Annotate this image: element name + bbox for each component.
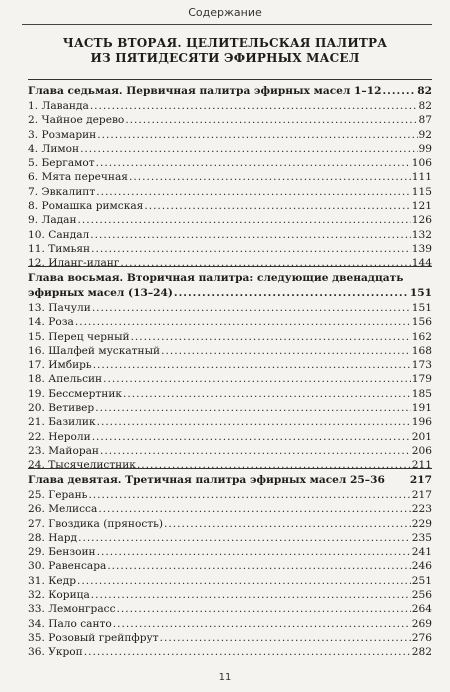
entry-title: 11. Тимьян <box>28 242 91 255</box>
entry-page: 246 <box>411 560 432 573</box>
entry-page: 162 <box>411 330 432 343</box>
toc-entry[interactable] <box>28 559 432 573</box>
entry-title: 35. Розовый грейпфрут <box>28 631 159 644</box>
chapter-heading[interactable] <box>28 473 432 488</box>
entry-title: 1. Лаванда <box>28 100 89 112</box>
leader-dots <box>91 242 411 256</box>
toc-entry[interactable] <box>28 301 432 315</box>
toc-entry[interactable] <box>28 415 432 429</box>
toc-entry[interactable] <box>28 574 432 588</box>
entry-title: 5. Бергамот <box>28 157 95 170</box>
leader-dots <box>95 401 411 415</box>
entry-title: 3. Розмарин <box>28 128 97 141</box>
entry-title: 18. Апельсин <box>28 373 103 386</box>
entry-title: 15. Перец черный <box>28 330 130 343</box>
chapter-rule <box>28 79 432 80</box>
chapter-page: 151 <box>409 287 432 299</box>
entry-page: 185 <box>411 387 432 400</box>
leader-dots <box>97 415 411 429</box>
entry-title: 23. Майоран <box>28 444 99 457</box>
chapter-page: 217 <box>409 474 432 486</box>
toc-entry[interactable] <box>28 344 432 358</box>
toc-entry[interactable] <box>28 99 432 113</box>
leader-dots <box>78 213 411 227</box>
entry-title: 9. Ладан <box>28 214 77 227</box>
leader-dots <box>91 588 411 602</box>
entry-page: 251 <box>411 574 432 587</box>
entry-title: 36. Укроп <box>28 646 83 659</box>
leader-dots <box>84 645 411 659</box>
entry-title: 14. Роза <box>28 316 74 329</box>
entry-title: 28. Нард <box>28 531 78 544</box>
toc-entry[interactable] <box>28 185 432 199</box>
leader-dots <box>92 301 411 315</box>
entry-page: 121 <box>411 200 432 213</box>
entry-title: 25. Герань <box>28 489 88 501</box>
toc-entry[interactable] <box>28 156 432 170</box>
entry-page: 151 <box>411 302 432 314</box>
entry-page: 256 <box>411 589 432 602</box>
entry-list <box>28 301 432 473</box>
entry-page: 115 <box>411 185 432 198</box>
toc-entry[interactable] <box>28 401 432 415</box>
toc-entry[interactable] <box>28 531 432 545</box>
entry-page: 144 <box>411 257 432 270</box>
entry-page: 264 <box>411 603 432 616</box>
running-head: Содержание <box>188 6 262 19</box>
entry-title: 20. Ветивер <box>28 402 95 415</box>
entry-page: 196 <box>411 416 432 429</box>
entry-page: 87 <box>418 114 432 127</box>
entry-title: 17. Имбирь <box>28 359 92 372</box>
entry-title: 29. Бензоин <box>28 546 96 559</box>
leader-dots <box>131 330 411 344</box>
entry-title: 30. Равенсара <box>28 560 107 573</box>
entry-title: 31. Кедр <box>28 574 76 587</box>
entry-page: 99 <box>418 142 432 155</box>
leader-dots <box>164 517 411 531</box>
toc-entry[interactable] <box>28 645 432 659</box>
entry-page: 201 <box>411 430 432 443</box>
leader-dots <box>75 315 411 329</box>
chapter-heading[interactable] <box>28 84 432 99</box>
entry-page: 223 <box>411 503 432 516</box>
entry-page: 269 <box>411 617 432 630</box>
toc-entry[interactable] <box>28 142 432 156</box>
entry-title: 21. Базилик <box>28 416 96 429</box>
chapter-rule <box>28 266 432 267</box>
entry-page: 82 <box>418 100 432 112</box>
entry-title: 24. Тысячелистник <box>28 459 136 472</box>
leader-dots <box>93 358 411 372</box>
leader-dots <box>144 199 410 213</box>
chapter-7 <box>28 74 432 271</box>
entry-page: 92 <box>418 128 432 141</box>
toc-entry[interactable] <box>28 602 432 616</box>
entry-title: 33. Лемонграсс <box>28 603 116 616</box>
toc-entry[interactable] <box>28 631 432 645</box>
entry-page: 156 <box>411 316 432 329</box>
leader-dots <box>125 113 417 127</box>
leader-dots <box>96 185 411 199</box>
entry-page: 282 <box>411 646 432 659</box>
leader-dots <box>382 84 416 99</box>
entry-page: 206 <box>411 444 432 457</box>
leader-dots <box>123 387 411 401</box>
toc-entry[interactable] <box>28 545 432 559</box>
entry-page: 179 <box>411 373 432 386</box>
chapter-title: эфирных масел (13–24) <box>28 287 173 299</box>
entry-title: 7. Эвкалипт <box>28 185 96 198</box>
leader-dots <box>96 156 411 170</box>
leader-dots <box>117 602 411 616</box>
entry-title: 19. Бессмертник <box>28 387 123 400</box>
toc-entry[interactable] <box>28 228 432 242</box>
leader-dots <box>113 617 411 631</box>
leader-dots <box>92 430 411 444</box>
toc-entry[interactable] <box>28 430 432 444</box>
entry-page: 139 <box>411 242 432 255</box>
chapter-page: 82 <box>417 85 432 97</box>
leader-dots <box>97 128 417 142</box>
entry-title: 4. Лимон <box>28 142 80 155</box>
chapter-title: Глава седьмая. Первичная палитра эфирных масел 1–12 <box>28 85 382 97</box>
toc-entry[interactable] <box>28 170 432 184</box>
leader-dots <box>90 228 410 242</box>
entry-title: 13. Пачули <box>28 302 91 314</box>
part-title-line-1: ЧАСТЬ ВТОРАЯ. ЦЕЛИТЕЛЬСКАЯ ПАЛИТРА <box>62 36 388 50</box>
entry-page: 235 <box>411 531 432 544</box>
entry-page: 229 <box>411 517 432 530</box>
chapter-title: Глава девятая. Третичная палитра эфирных масел 25–36 <box>28 474 385 486</box>
entry-title: 6. Мята перечная <box>28 171 128 184</box>
entry-title: 12. Иланг-иланг <box>28 257 120 270</box>
toc-entry[interactable] <box>28 488 432 502</box>
toc-entry[interactable] <box>28 242 432 256</box>
chapter-heading-line-1[interactable]: Глава восьмая. Вторичная палитра: следующие двенадцать <box>28 272 404 284</box>
entry-title: 22. Нероли <box>28 430 91 443</box>
entry-list <box>28 488 432 660</box>
entry-title: 32. Корица <box>28 589 90 602</box>
leader-dots <box>78 531 411 545</box>
toc-entry[interactable] <box>28 372 432 386</box>
chapter-rule <box>28 468 432 469</box>
toc-entry[interactable] <box>28 330 432 344</box>
entry-title: 27. Гвоздика (пряность) <box>28 517 164 530</box>
leader-dots <box>103 372 411 386</box>
leader-dots <box>174 286 409 301</box>
part-title-line-2: ИЗ ПЯТИДЕСЯТИ ЭФИРНЫХ МАСЕЛ <box>90 51 360 65</box>
entry-page: 132 <box>411 228 432 241</box>
leader-dots <box>161 344 411 358</box>
leader-dots <box>107 559 410 573</box>
chapter-9 <box>28 463 432 660</box>
page-number: 11 <box>218 672 232 683</box>
entry-title: 26. Мелисса <box>28 503 98 516</box>
toc-entry[interactable] <box>28 517 432 531</box>
leader-dots <box>77 574 411 588</box>
entry-page: 191 <box>411 402 432 415</box>
leader-dots <box>97 545 411 559</box>
entry-page: 276 <box>411 631 432 644</box>
leader-dots <box>88 488 410 502</box>
entry-page: 241 <box>411 546 432 559</box>
leader-dots <box>90 99 418 113</box>
entry-title: 8. Ромашка римская <box>28 200 144 213</box>
part-title <box>0 36 450 66</box>
toc-entry[interactable] <box>28 502 432 516</box>
entry-page: 211 <box>411 459 432 472</box>
toc-entry[interactable] <box>28 128 432 142</box>
entry-page: 126 <box>411 214 432 227</box>
entry-title: 10. Сандал <box>28 228 90 241</box>
toc-entry[interactable] <box>28 358 432 372</box>
entry-page: 217 <box>411 489 432 501</box>
leader-dots <box>98 502 410 516</box>
header-rule <box>22 24 432 25</box>
leader-dots <box>100 444 411 458</box>
entry-page: 173 <box>411 359 432 372</box>
toc-entry[interactable] <box>28 213 432 227</box>
toc-entry[interactable] <box>28 444 432 458</box>
chapter-8 <box>28 261 432 473</box>
entry-title: 16. Шалфей мускатный <box>28 344 161 357</box>
toc-entry[interactable] <box>28 199 432 213</box>
toc-entry[interactable] <box>28 387 432 401</box>
toc-entry[interactable] <box>28 617 432 631</box>
entry-title: 34. Пало санто <box>28 617 112 630</box>
chapter-heading[interactable] <box>28 286 432 301</box>
toc-entry[interactable] <box>28 113 432 127</box>
leader-dots <box>80 142 417 156</box>
entry-title: 2. Чайное дерево <box>28 114 125 127</box>
toc-entry[interactable] <box>28 315 432 329</box>
toc-entry[interactable] <box>28 588 432 602</box>
leader-dots <box>129 170 411 184</box>
entry-page: 106 <box>411 157 432 170</box>
leader-dots <box>160 631 411 645</box>
entry-page: 111 <box>411 171 432 184</box>
entry-list <box>28 99 432 271</box>
entry-page: 168 <box>411 344 432 357</box>
